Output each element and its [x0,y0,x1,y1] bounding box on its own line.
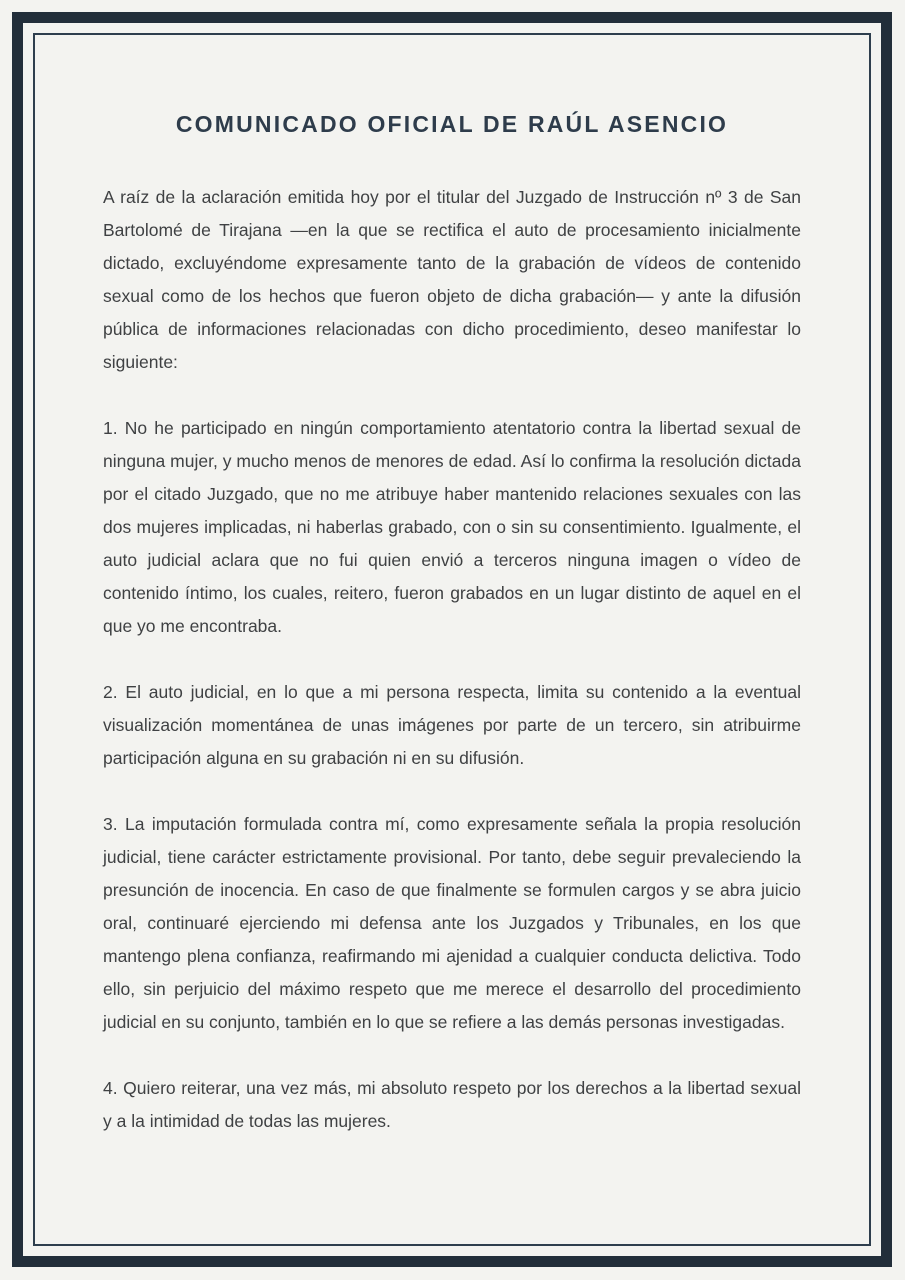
document-content [103,0,801,1171]
numbered-paragraph-3: 3. La imputación formulada contra mí, como expresamente señala la propia resolución judicial, tiene carácter estrictamente provisional. Por tanto, debe seguir prevaleciendo la presunción de inocencia. En caso de que finalmente se formulen cargos y se abra juicio oral, continuaré ejerciendo mi defensa ante los Juzgados y Tribunales, en los que mantengo plena confianza, reafirmando mi ajenidad a cualquier conducta delictiva. Todo ello, sin perjuicio del máximo respeto que me merece el desarrollo del procedimiento judicial en su conjunto, también en lo que se refiere a las demás personas investigadas. [103,814,801,1032]
numbered-paragraph-2: 2. El auto judicial, en lo que a mi persona respecta, limita su contenido a la eventual visualización momentánea de unas imágenes por parte de un tercero, sin atribuirme participación alguna en su grabación ni en su difusión. [103,682,801,768]
intro-paragraph: A raíz de la aclaración emitida hoy por el titular del Juzgado de Instrucción nº 3 de San Bartolomé de Tirajana —en la que se rectifica el auto de procesamiento inicialmente dictado, excluyéndome expresamente tanto de la grabación de vídeos de contenido sexual como de los hechos que fueron objeto de dicha grabación— y ante la difusión pública de informaciones relacionadas con dicho procedimiento, deseo manifestar lo siguiente: [103,187,801,372]
numbered-paragraph-4: 4. Quiero reiterar, una vez más, mi absoluto respeto por los derechos a la libertad sexual y a la intimidad de todas las mujeres. [103,1078,801,1131]
numbered-paragraph-1: 1. No he participado en ningún comportamiento atentatorio contra la libertad sexual de ninguna mujer, y mucho menos de menores de edad. Así lo confirma la resolución dictada por el citado Juzgado, que no me atribuye haber mantenido relaciones sexuales con las dos mujeres implicadas, ni haberlas grabado, con o sin su consentimiento. Igualmente, el auto judicial aclara que no fui quien envió a terceros ninguna imagen o vídeo de contenido íntimo, los cuales, reitero, fueron grabados en un lugar distinto de aquel en el que yo me encontraba. [103,418,801,636]
document-title: COMUNICADO OFICIAL DE RAÚL ASENCIO [175,111,729,137]
